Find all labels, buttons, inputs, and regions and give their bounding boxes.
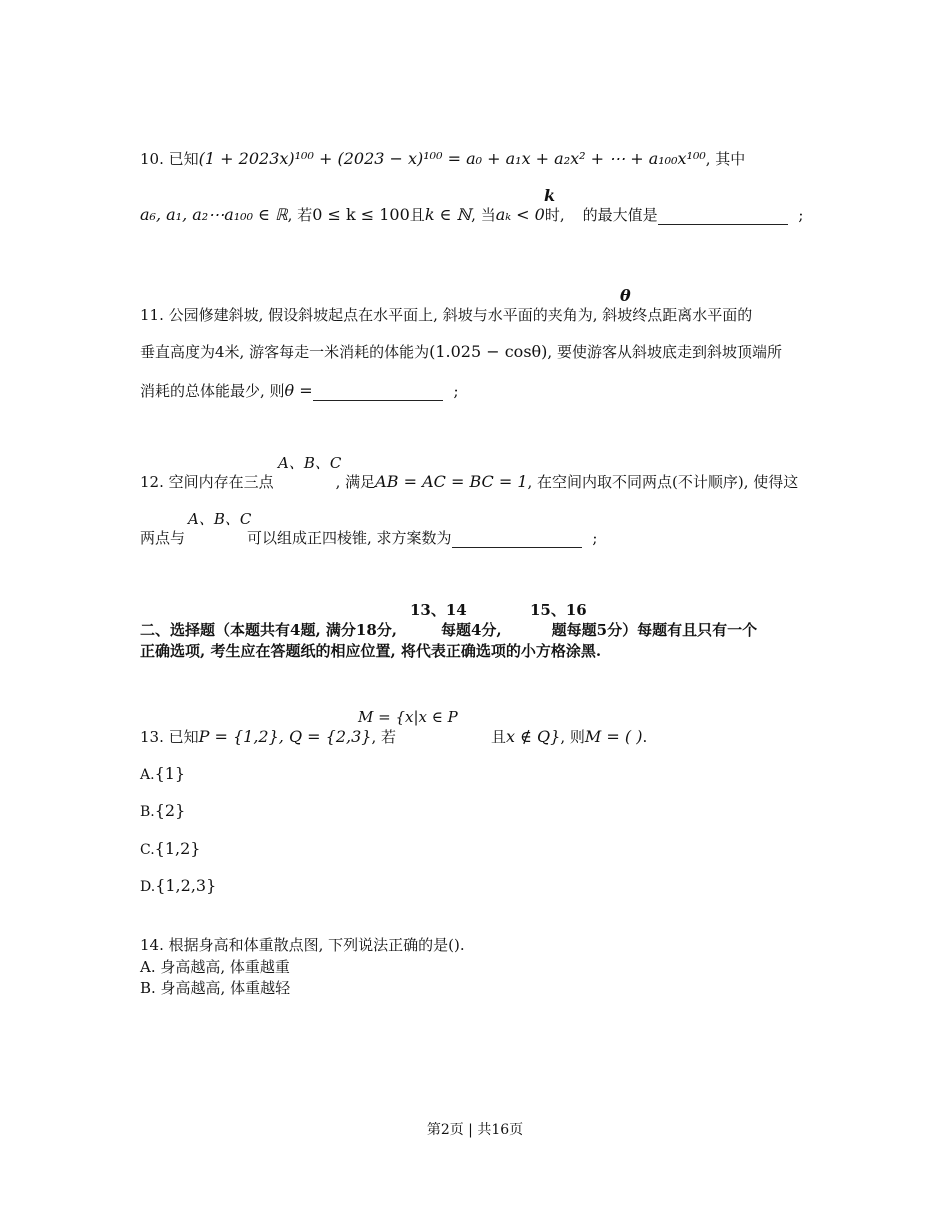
q11-text-3a: 消耗的总体能最少, 则 xyxy=(140,382,285,400)
q11-line3 xyxy=(140,380,459,401)
q13-set-over: M = {x|x ∈ P xyxy=(358,708,458,726)
q10-when: , 当 xyxy=(471,206,496,224)
q10-line2 xyxy=(140,204,803,225)
section2-over-2: 15、16 xyxy=(530,601,587,619)
q13-text-c: 且 xyxy=(491,728,507,746)
q10-pre: 已知 xyxy=(168,150,199,168)
q13-option-c[interactable] xyxy=(140,839,200,858)
q12-text-2a: 两点与 xyxy=(140,529,186,547)
q11-theta-eq: θ = xyxy=(284,381,313,400)
page-footer: 第2页 | 共16页 xyxy=(426,1122,524,1138)
q10-expression: (1 + 2023x)¹⁰⁰ + (2023 − x)¹⁰⁰ = a₀ + a₁x + a₂x² + ⋯ + a₁₀₀x¹⁰⁰ xyxy=(198,149,706,168)
section2-line1 xyxy=(140,619,757,640)
q13-option-d-value: {1,2,3} xyxy=(155,876,217,895)
q12-answer-blank[interactable] xyxy=(452,533,582,548)
section2-over-1: 13、14 xyxy=(410,601,467,619)
q12-end: ; xyxy=(592,529,598,547)
q11-line1 xyxy=(140,304,752,325)
q11-text-1: 11. 公园修建斜坡, 假设斜坡起点在水平面上, 斜坡与水平面的夹角为 xyxy=(140,306,593,324)
q12-points-over: A、B、C xyxy=(278,454,342,472)
q13-option-a[interactable] xyxy=(140,764,185,783)
q12-text-1a: 12. 空间内存在三点 xyxy=(140,473,274,491)
q11-energy-expr: (1.025 − cosθ) xyxy=(429,342,548,361)
q10-time: 时, xyxy=(544,206,565,224)
q11-text-2a: 垂直高度为4米, 游客每走一米消耗的体能为 xyxy=(140,343,430,361)
q13-option-d-label: D. xyxy=(140,879,156,895)
q13-text-e: . xyxy=(642,728,648,746)
q14-option-b[interactable]: B. 身高越高, 体重越轻 xyxy=(140,979,291,997)
q10-post: , 其中 xyxy=(705,150,746,168)
q13-option-a-value: {1} xyxy=(154,764,186,783)
q10-end: ; xyxy=(798,206,804,224)
q10-max-text: 的最大值是 xyxy=(582,206,658,224)
q11-line2 xyxy=(140,341,782,362)
section2-text-1b: 每题4分, xyxy=(440,621,502,639)
q13-condition: x ∉ Q} xyxy=(506,727,561,746)
q13-text-a: 13. 已知 xyxy=(140,728,199,746)
q11-text-2b: , 要使游客从斜坡底走到斜坡顶端所 xyxy=(547,343,782,361)
section2-line2: 正确选项, 考生应在答题纸的相应位置, 将代表正确选项的小方格涂黑. xyxy=(140,642,602,660)
q12-line2 xyxy=(140,527,597,548)
q10-line1 xyxy=(140,148,745,169)
q10-k-natural: k ∈ ℕ xyxy=(424,205,472,224)
q13-option-b-value: {2} xyxy=(154,801,186,820)
section2-text-1a: 二、选择题（本题共有4题, 满分18分, xyxy=(140,621,397,639)
q12-text-1c: , 在空间内取不同两点(不计顺序), 使得这 xyxy=(527,473,799,491)
q11-answer-blank[interactable] xyxy=(313,386,443,401)
q14-stem: 14. 根据身高和体重散点图, 下列说法正确的是(). xyxy=(140,936,465,954)
q11-theta-over: θ xyxy=(620,286,631,305)
q10-if: , 若 xyxy=(287,206,313,224)
q13-text-d: , 则 xyxy=(560,728,585,746)
q10-answer-blank[interactable] xyxy=(658,210,788,225)
q10-coeff-set: a₆, a₁, a₂⋯a₁₀₀ ∈ ℝ xyxy=(140,205,288,224)
q10-k-range: 0 ≤ k ≤ 100 xyxy=(312,205,410,224)
q13-option-c-value: {1,2} xyxy=(154,839,201,858)
q13-option-b-label: B. xyxy=(140,804,155,820)
q11-end: ; xyxy=(453,382,459,400)
q10-number: 10. xyxy=(140,150,164,168)
q11-text-1b: , 斜坡终点距离水平面的 xyxy=(592,306,753,324)
q12-points-mid: A、B、C xyxy=(188,510,252,528)
q12-text-2b: 可以组成正四棱锥, 求方案数为 xyxy=(247,529,452,547)
q12-line1 xyxy=(140,471,798,492)
q13-option-a-label: A. xyxy=(140,767,155,783)
q13-text-b: , 若 xyxy=(371,728,396,746)
q13-option-d[interactable] xyxy=(140,876,216,895)
q13-option-c-label: C. xyxy=(140,842,155,858)
q12-text-1b: , 满足 xyxy=(335,473,376,491)
q13-stem xyxy=(140,726,647,747)
q13-sets: P = {1,2}, Q = {2,3} xyxy=(198,727,372,746)
q10-ak-neg: aₖ < 0 xyxy=(495,205,545,224)
q10-k-over: k xyxy=(544,186,556,205)
q13-answer-paren: M = ( ) xyxy=(584,727,643,746)
q13-option-b[interactable] xyxy=(140,801,185,820)
q12-equal-sides: AB = AC = BC = 1 xyxy=(375,472,528,491)
q10-and: 且 xyxy=(409,206,425,224)
section2-text-1c: 题每题5分）每题有且只有一个 xyxy=(551,621,758,639)
q14-option-a[interactable]: A. 身高越高, 体重越重 xyxy=(140,958,290,976)
